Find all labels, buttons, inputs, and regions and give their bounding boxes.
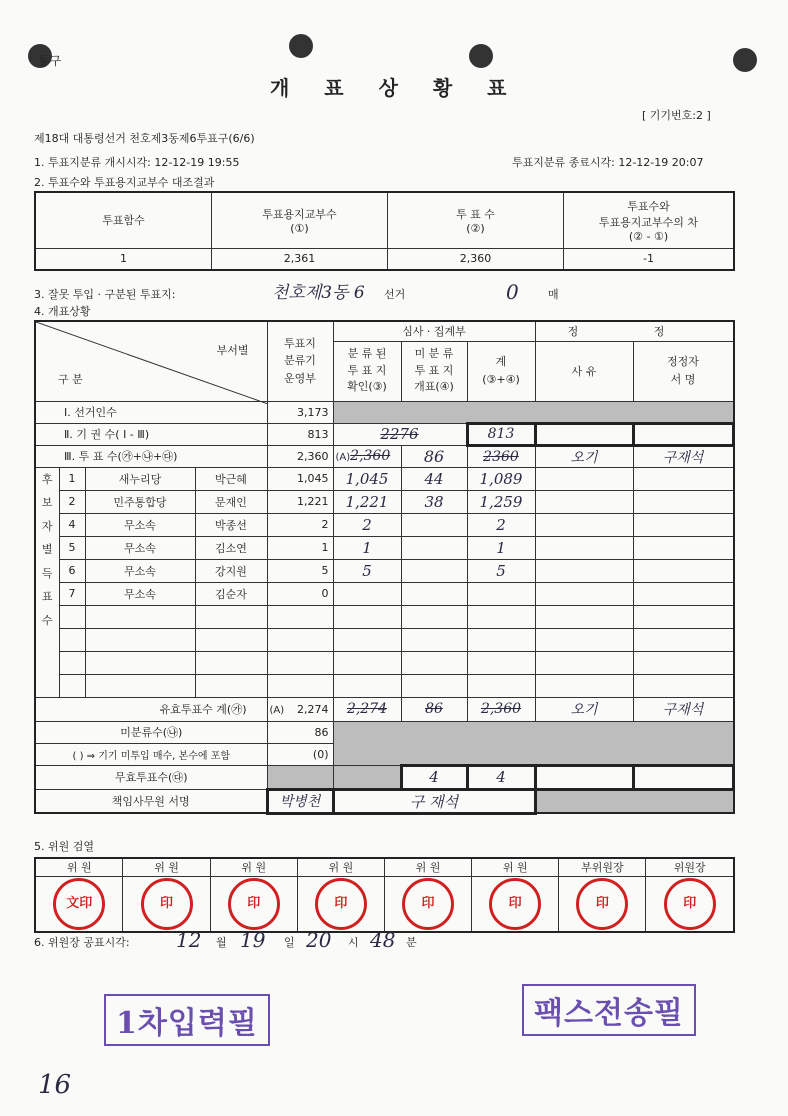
value-difference: -1 (564, 248, 735, 270)
sorter-header: 투표지 분류기 운영부 (267, 321, 333, 401)
empty-cell (333, 605, 401, 628)
empty-cell (535, 513, 633, 536)
header-votes: 투 표 수 (②) (388, 192, 564, 248)
review-header: 심사 · 집계부 (333, 321, 535, 341)
candidate-hand-unclass (401, 513, 467, 536)
seal-stamp: 印 (315, 878, 367, 930)
seal-cell (210, 876, 297, 932)
candidate-hand-sum: 1 (467, 536, 535, 559)
signature-hand-review: 구 재석 (333, 789, 535, 813)
empty-cell (267, 605, 333, 628)
candidate-party: 무소속 (85, 582, 195, 605)
empty-cell (59, 674, 85, 697)
empty-cell (467, 674, 535, 697)
valid-hand-reason: 오기 (535, 697, 633, 721)
candidate-value: 1 (267, 536, 333, 559)
seal-stamp: 印 (402, 878, 454, 930)
empty-cell (85, 605, 195, 628)
seal-stamp: 印 (141, 878, 193, 930)
candidate-value: 1,221 (267, 490, 333, 513)
section-5-label: 5. 위원 검열 (34, 840, 94, 853)
votes-prefix: (A) (335, 452, 351, 463)
seal-stamp: 印 (489, 878, 541, 930)
empty-cell (535, 467, 633, 490)
votes-hand-review (333, 445, 401, 467)
empty-cell (333, 674, 401, 697)
minute-unit: 분 (406, 936, 417, 949)
table-row (35, 674, 734, 697)
empty-cell (267, 674, 333, 697)
candidate-hand-classified: 5 (333, 559, 401, 582)
seal-stamp: 印 (576, 878, 628, 930)
empty-cell (535, 674, 633, 697)
empty-cell (535, 536, 633, 559)
seal-cell (297, 876, 384, 932)
side-char: 수 (41, 613, 53, 627)
empty-cell (467, 605, 535, 628)
abstain-label: Ⅱ. 기 권 수( Ⅰ - Ⅲ) (35, 423, 267, 445)
table-row (35, 628, 734, 651)
candidate-party: 민주통합당 (85, 490, 195, 513)
signature-label: 책임사무원 서명 (35, 789, 267, 813)
empty-cell (535, 490, 633, 513)
candidate-hand-classified: 1,221 (333, 490, 401, 513)
empty-cell (333, 651, 401, 674)
empty-cell (535, 765, 633, 789)
role-label: 위 원 (297, 858, 384, 876)
table-row (35, 513, 734, 536)
candidate-party: 무소속 (85, 513, 195, 536)
votes-hand-sum: 2360 (467, 445, 535, 467)
signer-header: 정정자 서 명 (633, 341, 734, 401)
candidate-value: 5 (267, 559, 333, 582)
unclassified-value: 86 (267, 721, 333, 743)
header-issued: 투표용지교부수 (①) (212, 192, 388, 248)
empty-cell (59, 628, 85, 651)
empty-cell (195, 674, 267, 697)
candidate-name: 박근혜 (195, 467, 267, 490)
count-table (34, 320, 735, 815)
empty-cell (85, 674, 195, 697)
candidates-side-label (35, 467, 59, 697)
empty-cell (633, 605, 734, 628)
empty-cell (401, 628, 467, 651)
candidate-no: 4 (59, 513, 85, 536)
empty-cell (633, 513, 734, 536)
empty-cell (535, 605, 633, 628)
grey-fill (333, 401, 734, 423)
seal-cell (35, 876, 123, 932)
candidate-hand-classified: 2 (333, 513, 401, 536)
invalid-label: 무효투표수(㉰) (35, 765, 267, 789)
candidate-no: 5 (59, 536, 85, 559)
unclassified-header: 미 분 류 투 표 지 개표(④) (401, 341, 467, 401)
hand-hour: 20 (306, 928, 332, 952)
valid-value-cell (267, 697, 333, 721)
candidate-name: 김순자 (195, 582, 267, 605)
hand-district: 천호제3동 6 (272, 283, 365, 303)
candidate-hand-unclass (401, 536, 467, 559)
votes-hand-reason: 오기 (535, 445, 633, 467)
empty-cell (467, 628, 535, 651)
role-label: 위 원 (35, 858, 123, 876)
votes-review-struck: 2,360 (350, 448, 391, 464)
abstain-value: 813 (267, 423, 333, 445)
empty-cell (535, 423, 633, 445)
seal-stamp: 印 (664, 878, 716, 930)
table-row (35, 467, 734, 490)
candidate-no: 2 (59, 490, 85, 513)
grey-fill (535, 789, 734, 813)
empty-cell (85, 628, 195, 651)
dept-label: 부서별 (216, 344, 249, 357)
empty-cell (85, 651, 195, 674)
grey-fill (267, 765, 333, 789)
empty-cell (267, 628, 333, 651)
seal-cell (472, 876, 559, 932)
role-label: 위 원 (210, 858, 297, 876)
empty-cell (195, 628, 267, 651)
empty-cell (59, 605, 85, 628)
empty-cell (633, 582, 734, 605)
grey-fill (333, 765, 401, 789)
votes-hand-unclass: 86 (401, 445, 467, 467)
empty-cell (633, 423, 734, 445)
reason-header: 사 유 (535, 341, 633, 401)
candidate-name: 박종선 (195, 513, 267, 536)
candidate-hand-classified: 1,045 (333, 467, 401, 490)
comparison-table (34, 191, 735, 271)
candidate-hand-sum: 2 (467, 513, 535, 536)
side-char: 득 (41, 566, 53, 580)
valid-prefix: (A) (269, 704, 285, 716)
candidate-value: 2 (267, 513, 333, 536)
machine-miss-label: ( ) ⇒ 기기 미투입 매수, 본수에 포함 (35, 743, 267, 765)
value-box-count: 1 (35, 248, 212, 270)
sum-header: 계 (③+④) (467, 341, 535, 401)
table-row (35, 582, 734, 605)
valid-hand-review: 2,274 (333, 697, 401, 721)
table-row (35, 651, 734, 674)
votes-hand-signer: 구재석 (633, 445, 734, 467)
candidate-hand-classified: 1 (333, 536, 401, 559)
seal-cell (559, 876, 646, 932)
hand-day: 19 (240, 928, 266, 952)
election-name: 제18대 대통령선거 천호제3동제6투표구(6/6) (34, 132, 255, 145)
invalid-hand-unclass: 4 (401, 765, 467, 789)
empty-cell (633, 467, 734, 490)
candidate-no: 6 (59, 559, 85, 582)
seal-stamp: 印 (228, 878, 280, 930)
empty-cell (633, 536, 734, 559)
candidate-party: 무소속 (85, 536, 195, 559)
role-label: 부위원장 (559, 858, 646, 876)
invalid-hand-sum: 4 (467, 765, 535, 789)
punch-hole-4 (733, 48, 757, 72)
empty-cell (467, 651, 535, 674)
empty-cell (59, 651, 85, 674)
valid-hand-sum: 2,360 (467, 697, 535, 721)
classified-header: 분 류 된 투 표 지 확인(③) (333, 341, 401, 401)
valid-label: 유효투표수 계(㉮) (35, 697, 267, 721)
section-4-label: 4. 개표상황 (34, 305, 91, 318)
category-label: 구 분 (58, 372, 83, 386)
empty-cell (401, 674, 467, 697)
seal-cell (646, 876, 734, 932)
votes-label: Ⅲ. 투 표 수(㉮+㉯+㉰) (35, 445, 267, 467)
candidate-hand-classified (333, 582, 401, 605)
hand-minute: 48 (370, 928, 396, 952)
correction-header: 정 정 (535, 321, 734, 341)
table-row (35, 536, 734, 559)
empty-cell (333, 628, 401, 651)
candidate-hand-sum: 5 (467, 559, 535, 582)
hand-month: 12 (176, 928, 202, 952)
side-char: 자 (41, 519, 53, 533)
empty-cell (633, 651, 734, 674)
voters-label: Ⅰ. 선거인수 (35, 401, 267, 423)
role-label: 위 원 (472, 858, 559, 876)
fax-sent-stamp: 팩스전송필 (522, 984, 696, 1036)
empty-cell (535, 559, 633, 582)
candidate-value: 1,045 (267, 467, 333, 490)
empty-cell (633, 559, 734, 582)
seal-cell (384, 876, 471, 932)
empty-cell (633, 674, 734, 697)
candidate-hand-unclass: 44 (401, 467, 467, 490)
section-3-label: 3. 잘못 투입 · 구분된 투표지: (34, 288, 176, 301)
signature-hand-sorter: 박병천 (267, 789, 333, 813)
candidate-hand-unclass (401, 582, 467, 605)
diagonal-line (36, 322, 268, 404)
candidate-no: 1 (59, 467, 85, 490)
side-char: 표 (41, 590, 53, 603)
diagonal-header (35, 321, 267, 401)
role-label: 위 원 (123, 858, 210, 876)
role-label: 위원장 (646, 858, 734, 876)
empty-cell (633, 490, 734, 513)
district-label: 동구 (38, 54, 62, 68)
empty-cell (195, 651, 267, 674)
first-input-stamp: 1차입력필 (104, 994, 270, 1046)
inspection-table (34, 857, 735, 933)
candidate-hand-sum: 1,089 (467, 467, 535, 490)
unclassified-label: 미분류수(㉯) (35, 721, 267, 743)
empty-cell (535, 582, 633, 605)
candidate-name: 문재인 (195, 490, 267, 513)
valid-hand-signer: 구재석 (633, 697, 734, 721)
abstain-hand-review: 2276 (333, 423, 467, 445)
side-char: 별 (41, 543, 53, 556)
valid-value: 2,274 (297, 702, 329, 716)
table-row (35, 605, 734, 628)
candidate-name: 김소연 (195, 536, 267, 559)
empty-cell (401, 651, 467, 674)
candidate-no: 7 (59, 582, 85, 605)
punch-hole-3 (469, 44, 493, 68)
table-row (35, 490, 734, 513)
header-box-count: 투표함수 (35, 192, 212, 248)
empty-cell (195, 605, 267, 628)
candidate-hand-sum (467, 582, 535, 605)
end-time: 투표지분류 종료시각: 12-12-19 20:07 (512, 156, 704, 169)
empty-cell (633, 628, 734, 651)
role-label: 위 원 (384, 858, 471, 876)
side-char: 보 (41, 496, 53, 509)
page-number: 16 (38, 1070, 72, 1100)
value-votes: 2,360 (388, 248, 564, 270)
header-difference: 투표수와 투표용지교부수의 차 (② - ①) (564, 192, 735, 248)
section-2-label: 2. 투표수와 투표용지교부수 대조결과 (34, 176, 215, 189)
page-title: 개 표 상 황 표 (270, 76, 521, 100)
election-word: 선거 (384, 288, 406, 301)
start-time: 1. 투표지분류 개시시각: 12-12-19 19:55 (34, 156, 240, 169)
candidate-hand-sum: 1,259 (467, 490, 535, 513)
empty-cell (267, 651, 333, 674)
table-row (35, 559, 734, 582)
device-number: [ 기기번호:2 ] (642, 109, 711, 122)
voters-value: 3,173 (267, 401, 333, 423)
votes-value: 2,360 (267, 445, 333, 467)
machine-miss-value: (0) (267, 743, 333, 765)
value-issued: 2,361 (212, 248, 388, 270)
seal-stamp: 文印 (53, 878, 105, 930)
empty-cell (633, 765, 734, 789)
empty-cell (535, 628, 633, 651)
abstain-hand-sum: 813 (467, 423, 535, 445)
candidate-name: 강지원 (195, 559, 267, 582)
month-unit: 월 (216, 936, 227, 949)
candidate-value: 0 (267, 582, 333, 605)
day-unit: 일 (284, 936, 295, 949)
punch-hole-2 (289, 34, 313, 58)
candidate-hand-unclass (401, 559, 467, 582)
grey-fill (333, 721, 734, 765)
candidate-hand-unclass: 38 (401, 490, 467, 513)
hour-unit: 시 (348, 936, 359, 949)
empty-cell (535, 651, 633, 674)
seal-cell (123, 876, 210, 932)
valid-hand-unclass: 86 (401, 697, 467, 721)
empty-cell (401, 605, 467, 628)
candidate-party: 새누리당 (85, 467, 195, 490)
candidate-party: 무소속 (85, 559, 195, 582)
section-6-label: 6. 위원장 공표시각: (34, 936, 130, 949)
unit-label: 매 (548, 288, 559, 301)
side-char: 후 (41, 472, 53, 486)
hand-miscount: 0 (506, 280, 519, 304)
